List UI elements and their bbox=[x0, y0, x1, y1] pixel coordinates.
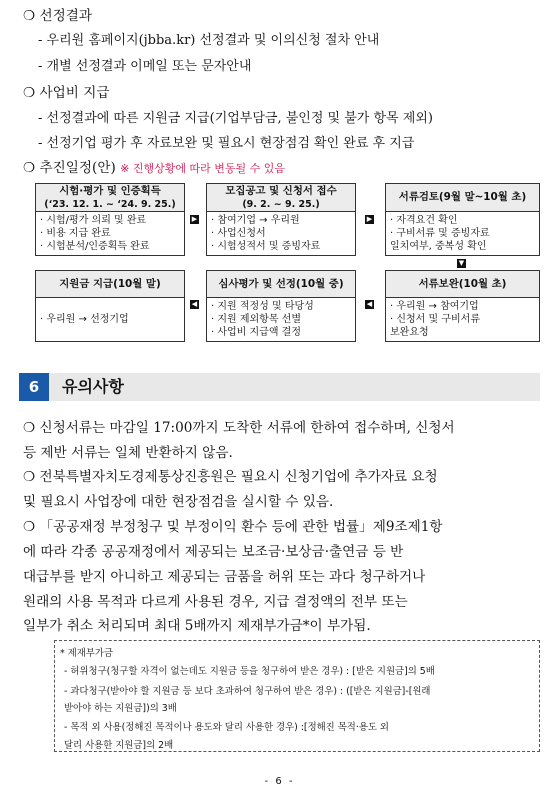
schedule-header-c1 bbox=[35, 183, 185, 212]
header-title: 심사평가 및 선정(10월 중) bbox=[218, 278, 344, 290]
note-line: 받아야 하는 지원금])의 3배 bbox=[64, 703, 177, 714]
list-item: · 지원 제외항목 선별 bbox=[211, 314, 301, 325]
list-item: 보완요청 bbox=[390, 327, 429, 338]
note-line: 달리 사용한 지원금]의 2배 bbox=[64, 740, 174, 751]
caution-line: 에 따라 각종 공공재정에서 제공되는 보조금·보상금·출연금 등 반 bbox=[23, 544, 404, 560]
arrow-right-icon: ▶ bbox=[191, 215, 198, 223]
page-number: - 6 - bbox=[264, 776, 295, 787]
list-item: · 시험/평가 의뢰 및 완료 bbox=[40, 215, 147, 226]
schedule-body-c3 bbox=[385, 212, 540, 256]
note-line: - 목적 외 사용(정해진 목적이나 용도와 달리 사용한 경우) :[정해진 목적·용도 외 bbox=[64, 722, 389, 733]
note-line: - 허위청구(청구할 자격이 없는데도 지원금 등을 청구하여 받은 경우) : [받은 지원금]의 5배 bbox=[64, 666, 435, 677]
header-title: 서류보완(10월 초) bbox=[418, 278, 507, 290]
caution-line: 대급부를 받지 아니하고 제공되는 금품을 허위 또는 과다 청구하거나 bbox=[23, 569, 426, 585]
arrow-down-icon: ▼ bbox=[458, 259, 465, 267]
bullet-sub-item: - 개별 선정결과 이메일 또는 문자안내 bbox=[38, 59, 252, 74]
schedule-body-c1 bbox=[35, 212, 185, 256]
schedule-header-c5 bbox=[206, 270, 356, 298]
header-title: 서류검토(9월 말~10월 초) bbox=[398, 191, 527, 203]
list-item: · 참여기업 → 우리원 bbox=[211, 215, 300, 226]
list-item: · 우리원 → 선정기업 bbox=[40, 314, 129, 325]
list-item: · 우리원 → 참여기업 bbox=[390, 301, 479, 312]
list-item: · 사업신청서 bbox=[211, 228, 266, 239]
list-item: · 시험성적서 및 증빙자료 bbox=[211, 241, 321, 252]
bullet-payment: ❍ 사업비 지급 bbox=[23, 85, 110, 101]
list-item: · 시험분석/인증획득 완료 bbox=[40, 241, 150, 252]
list-item: · 사업비 지급액 결정 bbox=[211, 327, 301, 338]
caution-line: 등 제반 서류는 일체 반환하지 않음. bbox=[23, 445, 233, 461]
list-item: · 비용 지급 완료 bbox=[40, 228, 111, 239]
list-item: · 신청서 및 구비서류 bbox=[390, 314, 480, 325]
header-title: 지원금 지급(10월 말) bbox=[59, 278, 161, 290]
schedule-header-c3 bbox=[385, 183, 540, 212]
arrow-right-icon: ▶ bbox=[366, 215, 373, 223]
bullet-sub-item: - 선정기업 평가 후 자료보완 및 필요시 현장점검 확인 완료 후 지급 bbox=[38, 136, 415, 151]
caution-line: 일부가 취소 처리되며 최대 5배까지 제재부가금*이 부가됨. bbox=[23, 618, 371, 634]
schedule-header-c2 bbox=[206, 183, 356, 212]
arrow-left-icon: ◀ bbox=[366, 300, 373, 308]
caution-line: 및 필요시 사업장에 대한 현장점검을 실시할 수 있음. bbox=[23, 494, 334, 510]
header-title: 모집공고 및 신청서 접수 bbox=[225, 185, 337, 197]
caution-line: ❍ 신청서류는 마감일 17:00까지 도착한 서류에 한하여 접수하며, 신청서 bbox=[23, 420, 455, 436]
schedule-body-c2 bbox=[206, 212, 356, 256]
header-title: 시험·평가 및 인증획득 bbox=[59, 185, 161, 197]
schedule-note: ※ 진행상황에 따라 변동될 수 있음 bbox=[120, 162, 285, 175]
caution-line: ❍ 「공공재정 부정청구 및 부정이익 환수 등에 관한 법률」제9조제1항 bbox=[23, 519, 443, 535]
schedule-heading: ❍ 추진일정(안) bbox=[23, 160, 116, 176]
schedule-body-c4 bbox=[35, 298, 185, 342]
list-item: · 자격요건 확인 bbox=[390, 215, 458, 226]
bullet-selection-result: ❍ 선정결과 bbox=[23, 8, 93, 24]
caution-line: 원래의 사용 목적과 다르게 사용된 경우, 지급 결정액의 전부 또는 bbox=[23, 594, 408, 610]
note-line: - 과다청구(받아야 할 지원금 등 보다 초과하여 청구하여 받은 경우) : ([받은 지원금]-[원래 bbox=[64, 686, 431, 697]
note-title: * 제재부가금 bbox=[60, 648, 113, 659]
list-item: 일치여부, 중복성 확인 bbox=[390, 241, 487, 252]
schedule-header-c6 bbox=[385, 270, 540, 298]
list-item: · 구비서류 및 증빙자료 bbox=[390, 228, 490, 239]
header-date: (9. 2. ~ 9. 25.) bbox=[242, 199, 320, 210]
schedule-header-c4 bbox=[35, 270, 185, 298]
arrow-left-icon: ◀ bbox=[191, 300, 198, 308]
caution-line: ❍ 전북특별자치도경제통상진흥원은 필요시 신청기업에 추가자료 요청 bbox=[23, 469, 438, 485]
section-title: 유의사항 bbox=[62, 377, 124, 396]
schedule-body-c6 bbox=[385, 298, 540, 342]
section-number: 6 bbox=[19, 373, 49, 401]
bullet-sub-item: - 선정결과에 따른 지원금 지급(기업부담금, 불인정 및 불가 항목 제외) bbox=[38, 111, 433, 126]
bullet-sub-item: - 우리원 홈페이지(jbba.kr) 선정결과 및 이의신청 절차 안내 bbox=[38, 33, 380, 48]
list-item: · 지원 적정성 및 타당성 bbox=[211, 301, 314, 312]
header-date: (‘23. 12. 1. ~ ‘24. 9. 25.) bbox=[44, 199, 176, 210]
bullet-schedule bbox=[23, 156, 285, 176]
schedule-body-c5 bbox=[206, 298, 356, 342]
